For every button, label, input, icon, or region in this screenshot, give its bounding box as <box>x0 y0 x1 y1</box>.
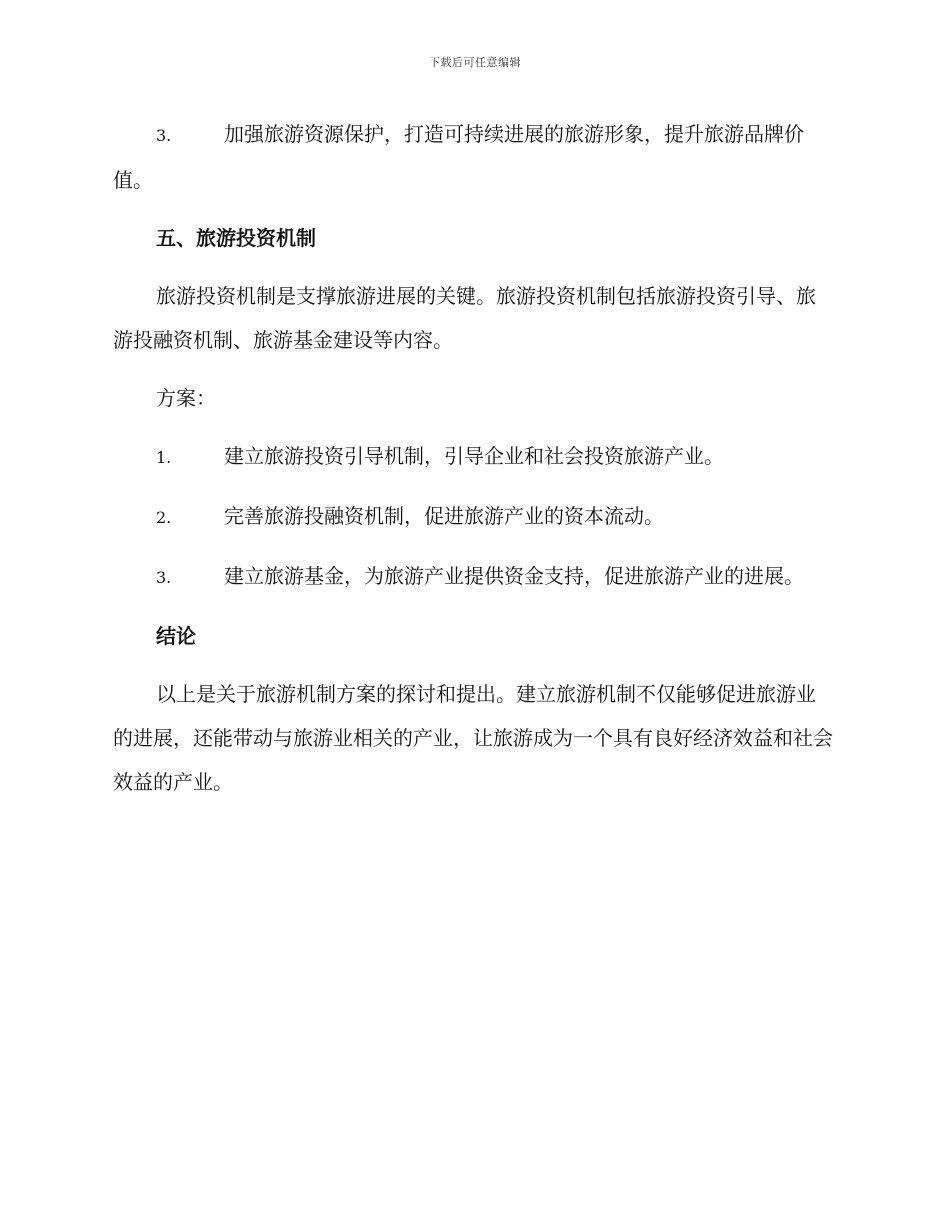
list-item <box>113 434 835 480</box>
plan-label: 方案： <box>156 386 216 410</box>
section-heading: 五、旅游投资机制 <box>156 226 316 250</box>
list-text: 加强旅游资源保护，打造可持续进展的旅游形象，提升旅游品牌价值。 <box>113 122 804 192</box>
document-body <box>113 112 835 818</box>
list-item <box>113 494 835 540</box>
list-text: 完善旅游投融资机制，促进旅游产业的资本流动。 <box>224 504 664 528</box>
page-header: 下载后可任意编辑 <box>429 56 521 69</box>
list-number: 1. <box>156 448 172 467</box>
list-number: 3. <box>156 126 172 145</box>
conclusion-paragraph: 以上是关于旅游机制方案的探讨和提出。建立旅游机制不仅能够促进旅游业的进展，还能带动与旅游业相关的产业，让旅游成为一个具有良好经济效益和社会效益的产业。 <box>113 682 833 794</box>
list-number: 2. <box>156 508 172 527</box>
list-text: 建立旅游投资引导机制，引导企业和社会投资旅游产业。 <box>224 444 724 468</box>
section-intro-paragraph: 旅游投资机制是支撑旅游进展的关键。旅游投资机制包括旅游投资引导、旅游投融资机制、旅游基金建设等内容。 <box>113 284 816 352</box>
list-item <box>113 112 835 202</box>
list-text: 建立旅游基金，为旅游产业提供资金支持，促进旅游产业的进展。 <box>224 564 804 588</box>
list-number: 3. <box>156 568 172 587</box>
conclusion-heading: 结论 <box>156 624 196 648</box>
list-item <box>113 554 835 600</box>
